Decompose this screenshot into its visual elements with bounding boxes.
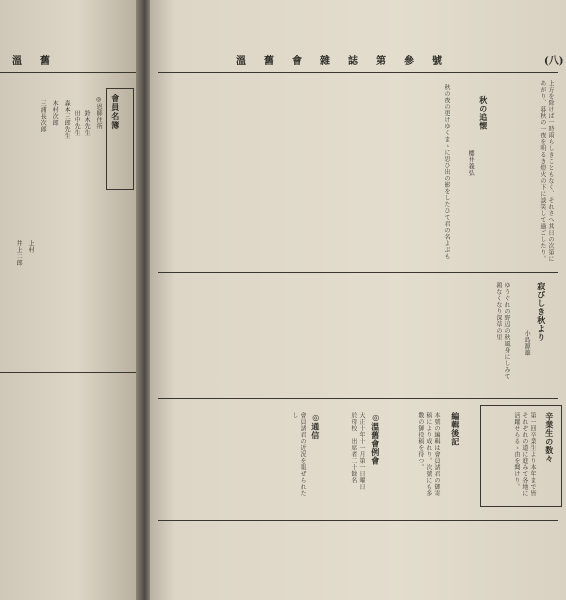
news-body: 會員諸君の近況を報ぜられたし xyxy=(290,412,306,497)
members-section: ◎恩師住所 xyxy=(95,96,103,130)
article-poem: 秋の夜の更けゆくまゝに思ひ出の影をしたひて君の名よぶも xyxy=(443,84,450,260)
left-page xyxy=(0,0,140,600)
member-entry: 三浦長次郎 xyxy=(39,100,47,133)
notes-body: 本號の編輯は會員諸君の御寄稿により成れり。次號にも多數の御投稿を待つ。 xyxy=(416,412,440,497)
left-header: 溫 舊 xyxy=(12,56,54,67)
members-title: 會員名簿 xyxy=(110,94,121,130)
article-body: 第一回卒業生より本年まで皆それぞれの道に進みて各地に活躍せらるゝ由を聞けり。 xyxy=(512,412,536,497)
article-body: ゆうぐれの野辺の秋風身にしみて鶉なくなり深草の里 xyxy=(494,282,510,380)
article-title: 辛業生の数々 xyxy=(544,412,555,463)
section-rule xyxy=(158,520,558,521)
header-rule xyxy=(158,72,558,73)
member-entry: 森本三郎先生 xyxy=(63,100,71,139)
meeting-title: ◎溫舊會例會 xyxy=(370,412,381,465)
article-title: 寂びしき秋より xyxy=(536,282,547,342)
divider xyxy=(0,72,136,73)
news-title: ◎通信 xyxy=(310,412,321,440)
right-page xyxy=(150,0,566,600)
member-entry: 鈴木先生 xyxy=(83,110,91,136)
member-entry: 上村 xyxy=(27,240,35,253)
notes-title: 編輯後記 xyxy=(450,412,461,446)
article-author: 小島源雄 xyxy=(523,330,531,356)
meeting-body: 大正十年十一月第一日曜日 於母校 出席者二十餘名 xyxy=(349,412,365,497)
journal-title: 溫 舊 會 雜 誌 第 參 號 xyxy=(236,56,446,67)
section-rule xyxy=(158,272,558,273)
article-author: 櫻井義弘 xyxy=(467,150,475,176)
member-entry: 井上二郎 xyxy=(15,240,23,266)
section-rule xyxy=(158,398,558,399)
member-entry: 田中先生 xyxy=(73,110,81,136)
article-opening: 上方を除けば一時雨らしきこともなく、それさへ其日の次第にあがり、暮秋の一夜を明るき燈火の下に談笑して過ごしたり。 xyxy=(538,80,554,262)
page-number: (八) xyxy=(544,56,564,67)
divider xyxy=(0,372,136,373)
member-entry: 木村次郎 xyxy=(51,100,59,126)
article-title: 秋の追懐 xyxy=(478,96,489,130)
